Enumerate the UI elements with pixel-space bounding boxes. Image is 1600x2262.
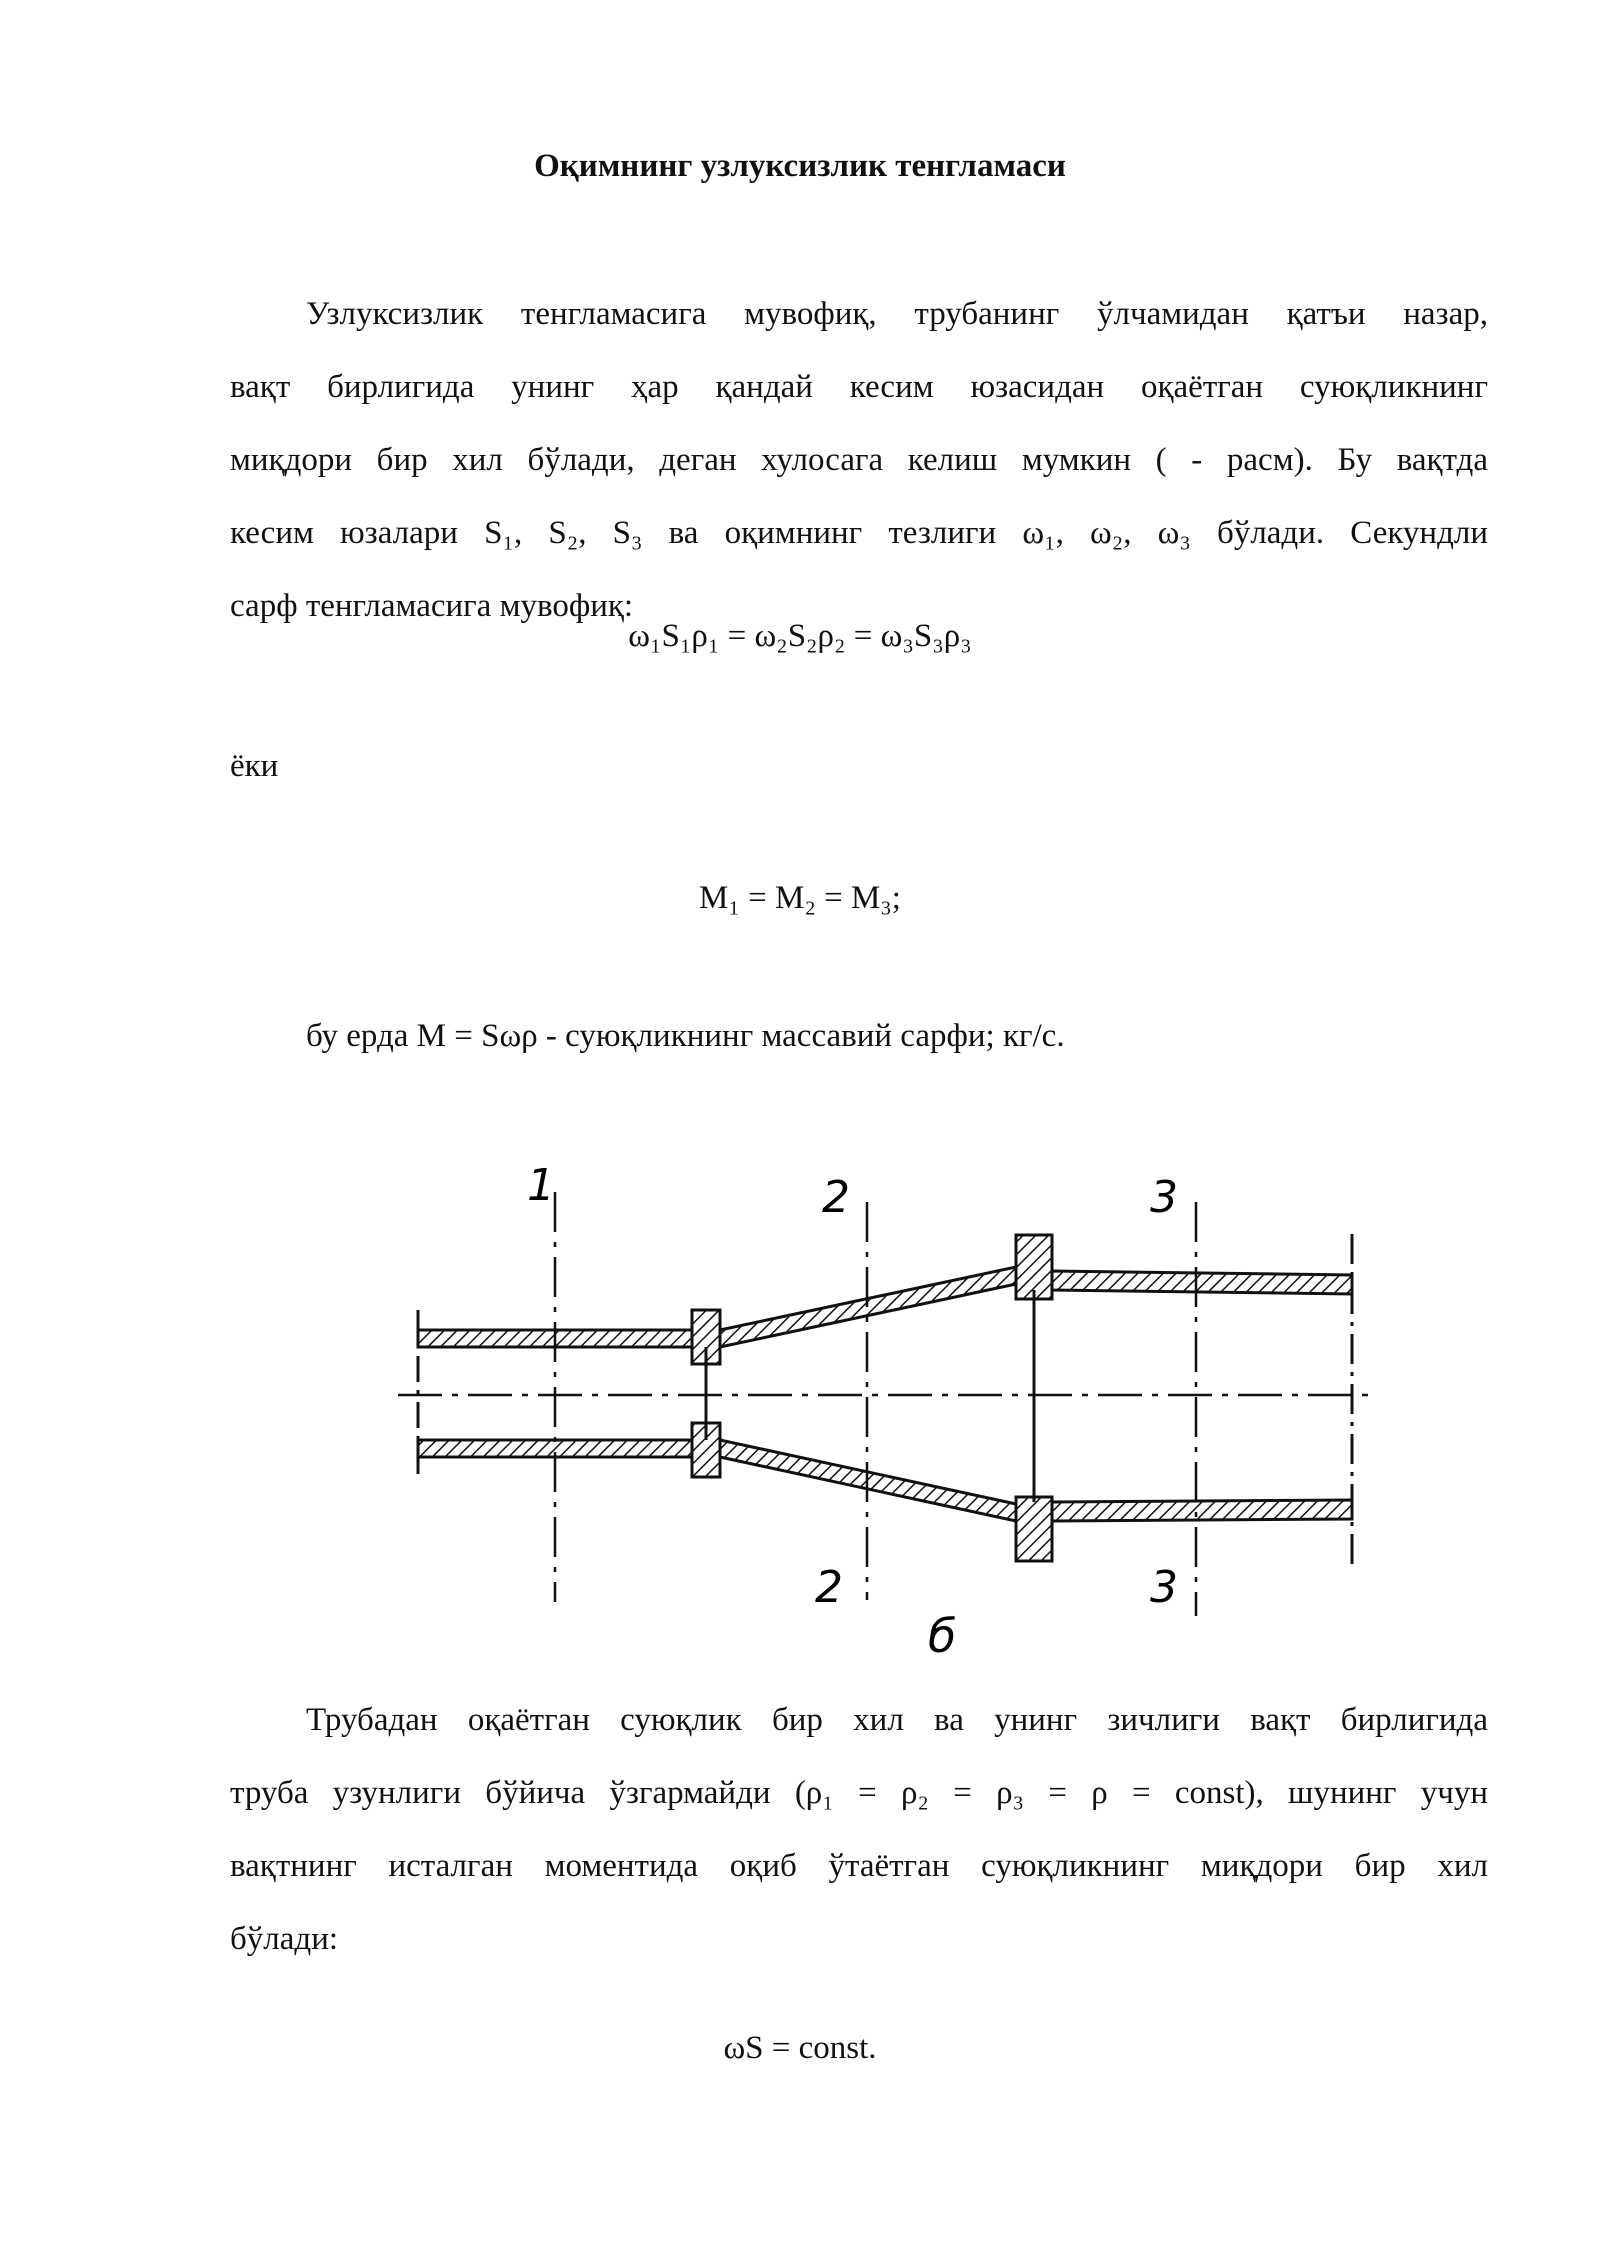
paragraph-line: Трубадан оқаётган суюқлик бир хил ва унинг зичлиги вақт бирлигида <box>306 1702 1488 1738</box>
or-word: ёки <box>230 748 279 784</box>
paragraph-line: Узлуксизлик тенгламасига мувофиқ, трубанинг ўлчамидан қатъи назар, <box>306 296 1488 332</box>
definition-line: бу ерда M = Sωρ - суюқликнинг массавий сарфи; кг/с. <box>306 1018 1065 1054</box>
paragraph-line: бўлади: <box>230 1921 339 1957</box>
paragraph-1 <box>230 278 1488 643</box>
flange-2-top <box>1016 1235 1052 1299</box>
equation-continuity: ωS = const. <box>723 2030 877 2066</box>
section-label-top-2: 2 <box>822 1172 850 1223</box>
paragraph-line: миқдори бир хил бўлади, деган хулосага келиш мумкин ( - расм). Бу вақтда <box>230 442 1488 478</box>
pipe-diagram <box>0 1150 1600 1720</box>
paragraph-2 <box>230 1684 1488 1976</box>
page-title: Оқимнинг узлуксизлик тенгламаси <box>534 148 1066 184</box>
section-label-bottom-2: 2 <box>815 1562 843 1613</box>
section-label-top-3: 3 <box>1150 1172 1178 1223</box>
paragraph-line: труба узунлиги бўйича ўзгармайди (ρ₁ = ρ₂ = ρ₃ = ρ = const), шунинг учун <box>230 1775 1488 1811</box>
paragraph-line: вақтнинг исталган моментида оқиб ўтаётган суюқликнинг миқдори бир хил <box>230 1848 1488 1884</box>
figure-caption: б <box>928 1609 957 1663</box>
equation-mass-flow: ω₁S₁ρ₁ = ω₂S₂ρ₂ = ω₃S₃ρ₃ <box>628 618 972 654</box>
section-label-top-1: 1 <box>527 1160 555 1211</box>
paragraph-line: кесим юзалари S₁, S₂, S₃ ва оқимнинг тезлиги ω₁, ω₂, ω₃ бўлади. Секундли <box>230 515 1488 551</box>
section-label-bottom-3: 3 <box>1150 1562 1178 1613</box>
pipe-wall-bottom-3 <box>1052 1500 1352 1521</box>
flange-2-bottom <box>1016 1497 1052 1561</box>
paragraph-line: сарф тенгламасига мувофиқ: <box>230 588 634 624</box>
equation-mass-equal: M₁ = M₂ = M₃; <box>699 880 901 916</box>
pipe-wall-top-3 <box>1052 1271 1352 1294</box>
paragraph-line: вақт бирлигида унинг ҳар қандай кесим юзасидан оқаётган суюқликнинг <box>230 369 1488 405</box>
